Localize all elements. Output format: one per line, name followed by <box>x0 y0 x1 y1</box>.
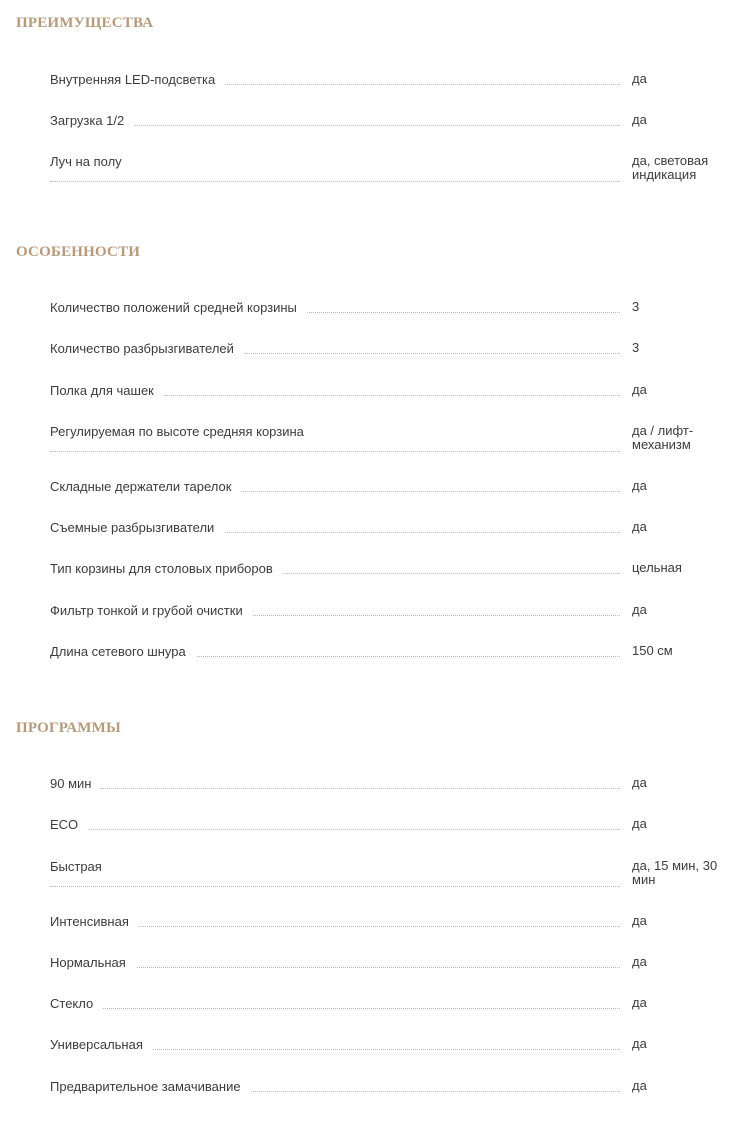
section-title: ПРОГРАММЫ <box>16 720 121 736</box>
spec-label: Предварительное замачивание <box>50 1079 251 1095</box>
spec-row <box>50 955 732 985</box>
spec-label: Количество положений средней корзины <box>50 300 307 316</box>
dot-leader <box>50 788 620 789</box>
spec-row <box>50 154 732 184</box>
spec-value: цельная <box>632 560 682 575</box>
spec-label: Длина сетевого шнура <box>50 644 196 660</box>
spec-label: 90 мин <box>50 776 101 792</box>
spec-value: да <box>632 602 647 617</box>
dot-leader <box>50 829 620 830</box>
spec-row <box>50 644 732 674</box>
spec-row <box>50 113 732 143</box>
spec-value: да <box>632 478 647 493</box>
spec-row <box>50 479 732 509</box>
spec-label: Регулируемая по высоте средняя корзина <box>50 424 314 440</box>
spec-label: Тип корзины для столовых приборов <box>50 561 283 577</box>
spec-label: Быстрая <box>50 859 112 875</box>
spec-row <box>50 520 732 550</box>
spec-row <box>50 1079 732 1109</box>
spec-value: да <box>632 1078 647 1093</box>
spec-label: Стекло <box>50 996 103 1012</box>
spec-row <box>50 776 732 806</box>
spec-label: Универсальная <box>50 1037 153 1053</box>
spec-label: Интенсивная <box>50 914 139 930</box>
spec-value: да, световая индикация <box>632 153 709 182</box>
dot-leader <box>50 125 620 126</box>
spec-label: Съемные разбрызгиватели <box>50 520 224 536</box>
spec-label: Загрузка 1/2 <box>50 113 134 129</box>
spec-value: да <box>632 954 647 969</box>
spec-row <box>50 300 732 330</box>
section-title: ОСОБЕННОСТИ <box>16 244 141 260</box>
dot-leader <box>50 886 620 887</box>
spec-row <box>50 383 732 413</box>
spec-value: да <box>632 1036 647 1051</box>
spec-row <box>50 72 732 102</box>
spec-label: Полка для чашек <box>50 383 164 399</box>
spec-value: да <box>632 71 647 86</box>
spec-value: да <box>632 112 647 127</box>
dot-leader <box>50 181 620 182</box>
spec-row <box>50 561 732 591</box>
spec-label: Складные держатели тарелок <box>50 479 241 495</box>
spec-label: ECO <box>50 817 88 833</box>
spec-row <box>50 859 732 889</box>
spec-label: Нормальная <box>50 955 136 971</box>
spec-value: 3 <box>632 299 640 314</box>
spec-value: да <box>632 775 647 790</box>
spec-value: 150 см <box>632 643 673 658</box>
spec-value: 3 <box>632 340 640 355</box>
spec-row <box>50 1037 732 1067</box>
spec-row <box>50 817 732 847</box>
spec-value: да <box>632 382 647 397</box>
spec-value: да / лифт-механизм <box>632 423 694 452</box>
dot-leader <box>50 451 620 452</box>
spec-row <box>50 996 732 1026</box>
dot-leader <box>50 1008 620 1009</box>
spec-value: да <box>632 816 647 831</box>
spec-label: Количество разбрызгивателей <box>50 341 244 357</box>
spec-row <box>50 603 732 633</box>
spec-value: да, 15 мин, 30 мин <box>632 858 718 887</box>
spec-value: да <box>632 519 647 534</box>
spec-value: да <box>632 995 647 1010</box>
spec-row <box>50 341 732 371</box>
spec-row <box>50 424 732 454</box>
section-title: ПРЕИМУЩЕСТВА <box>16 15 154 31</box>
spec-label: Внутренняя LED-подсветка <box>50 72 225 88</box>
spec-label: Фильтр тонкой и грубой очистки <box>50 603 253 619</box>
spec-row <box>50 914 732 944</box>
spec-label: Луч на полу <box>50 154 132 170</box>
spec-value: да <box>632 913 647 928</box>
